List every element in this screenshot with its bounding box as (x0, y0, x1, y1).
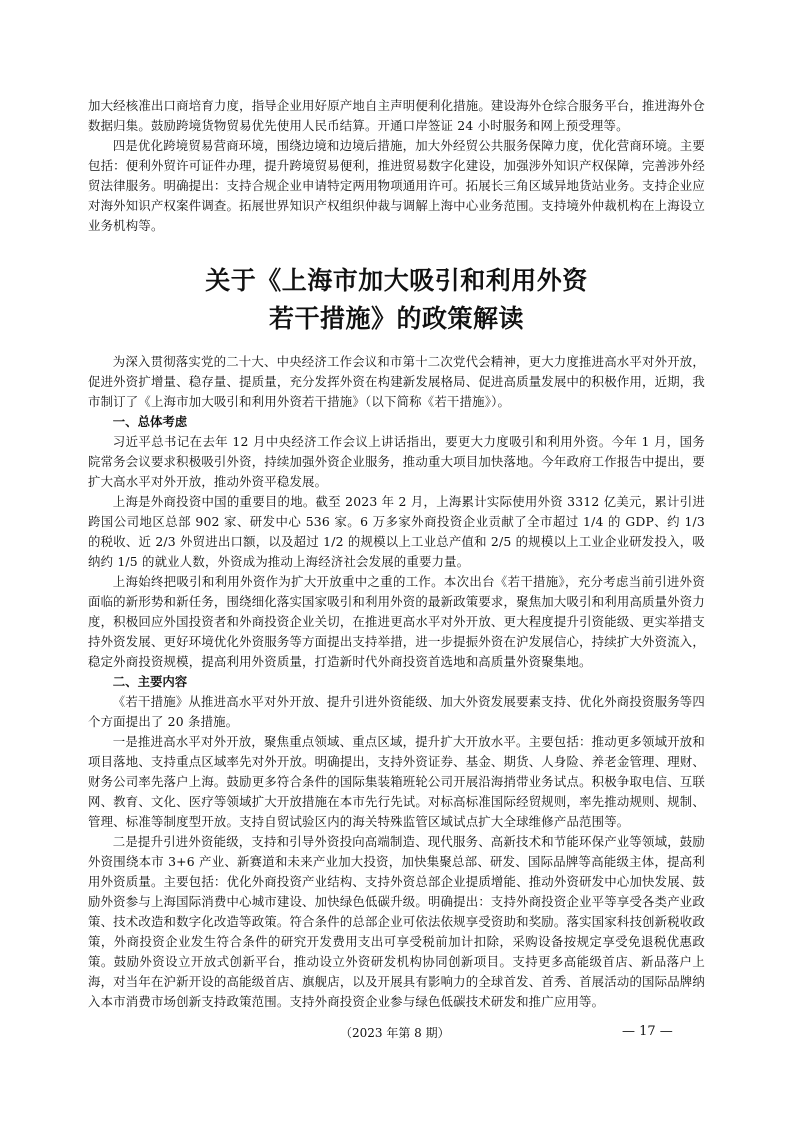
page-number: — 17 — (622, 1024, 673, 1039)
section-heading-main-content: 二、主要内容 (112, 674, 188, 689)
section1-paragraph-1: 习近平总书记在去年 12 月中央经济工作会议上讲话指出，要更大力度吸引和利用外资。今年 1 月，国务院常务会议要求积极吸引外资，持续加强外资企业服务，推动重大项目加快落地。今年政府工作报告中提出，要扩大高水平对外开放，推动外资平稳发展。 (88, 434, 705, 489)
article-title-line-2: 若干措施》的政策解读 (268, 304, 524, 333)
article-title (88, 262, 705, 338)
page-footer (0, 1024, 793, 1046)
issue-label: （2023 年第 8 期） (340, 1026, 450, 1040)
intro-paragraph-2: 四是优化跨境贸易营商环境，围绕边境和边境后措施，加大外经贸公共服务保障力度，优化营商环境。主要包括：便利外贸许可证件办理，提升跨境贸易便利，推进贸易数字化建设，加强涉外知识产权保障，完善涉外经贸法律服务。明确提出：支持合规企业申请特定两用物项通用许可。拓展长三角区域异地货站业务。支持企业应对海外知识产权案件调查。拓展世界知识产权组织仲裁与调解上海中心业务范围。支持境外仲裁机构在上海设立业务机构等。 (88, 138, 705, 233)
section-heading-overall: 一、总体考虑 (112, 414, 188, 429)
section2-paragraph-1: 《若干措施》从推进高水平对外开放、提升引进外资能级、加大外资发展要素支持、优化外商投资服务等四个方面提出了 20 条措施。 (88, 694, 705, 729)
page-content (88, 96, 705, 1012)
intro-paragraph-1: 加大经核准出口商培育力度，指导企业用好原产地自主声明便利化措施。建设海外仓综合服务平台，推进海外仓数据归集。鼓励跨境货物贸易优先使用人民币结算。开通口岸签证 24 小时服务和网上预受理等。 (88, 98, 705, 133)
section2-paragraph-3: 二是提升引进外资能级，支持和引导外资投向高端制造、现代服务、高新技术和节能环保产业等领域，鼓励外资围绕本市 3+6 产业、新赛道和未来产业加大投资，加快集聚总部、研发、国际品牌等高能级主体，提高利用外资质量。主要包括：优化外商投资产业结构、支持外资总部企业提质增能、推动外资研发中心加快发展、鼓励外资参与上海国际消费中心城市建设、加快绿色低碳升级。明确提出：支持外商投资企业平等享受各类产业政策、技术改造和数字化改造等政策。符合条件的总部企业可依法依规享受资助和奖励。落实国家科技创新税收政策，外商投资企业发生符合条件的研究开发费用支出可享受税前加计扣除，采购设备按规定享受免退税优惠政策。鼓励外资设立开放式创新平台，推动设立外资研发机构协同创新项目。支持更多高能级首店、新品落户上海，对当年在沪新开设的高能级首店、旗舰店，以及开展具有影响力的全球首发、首秀、首展活动的国际品牌纳入本市消费市场创新支持政策范围。支持外商投资企业参与绿色低碳技术研发和推广应用等。 (88, 834, 705, 1009)
section1-paragraph-2: 上海是外商投资中国的重要目的地。截至 2023 年 2 月，上海累计实际使用外资 3312 亿美元，累计引进跨国公司地区总部 902 家、研发中心 536 家。6 万多家外商投资企业贡献了全市超过 1/4 的 GDP、约 1/3 的税收、近 2/3 外贸进出口额，以及超过 1/2 的规模以上工业总产值和 2/5 的规模以上工业企业研发投入，吸纳约 1/5 的就业人数，外资成为推动上海经济社会发展的重要力量。 (88, 494, 705, 569)
section2-paragraph-2: 一是推进高水平对外开放，聚焦重点领域、重点区域，提升扩大开放水平。主要包括：推动更多领域开放和项目落地、支持重点区域率先对外开放。明确提出，支持外资证券、基金、期货、人身险、养老金管理、理财、财务公司率先落户上海。鼓励更多符合条件的国际集装箱班轮公司开展沿海捎带业务试点。积极争取电信、互联网、教育、文化、医疗等领域扩大开放措施在本市先行先试。对标高标准国际经贸规则，率先推动规则、规制、管理、标准等制度型开放。支持自贸试验区内的海关特殊监管区域试点扩大全球维修产品范围等。 (88, 734, 705, 829)
section1-paragraph-3: 上海始终把吸引和利用外资作为扩大开放重中之重的工作。本次出台《若干措施》，充分考虑当前引进外资面临的新形势和新任务，围绕细化落实国家吸引和利用外资的最新政策要求，聚焦加大吸引和利用高质量外资力度，积极回应外国投资者和外商投资企业关切，在推进更高水平对外开放、更大程度提升引资能级、更实举措支持外资发展、更好环境优化外资服务等方面提出支持举措，进一步提振外资在沪发展信心，持续扩大外资流入，稳定外商投资规模，提高利用外资质量，打造新时代外商投资首选地和高质量外资聚集地。 (88, 574, 705, 669)
lead-paragraph: 为深入贯彻落实党的二十大、中央经济工作会议和市第十二次党代会精神，更大力度推进高水平对外开放，促进外资扩增量、稳存量、提质量，充分发挥外资在构建新发展格局、促进高质量发展中的积极作用，近期，我市制订了《上海市加大吸引和利用外资若干措施》（以下简称《若干措施》）。 (88, 354, 705, 409)
article-title-line-1: 关于《上海市加大吸引和利用外资 (205, 266, 588, 295)
